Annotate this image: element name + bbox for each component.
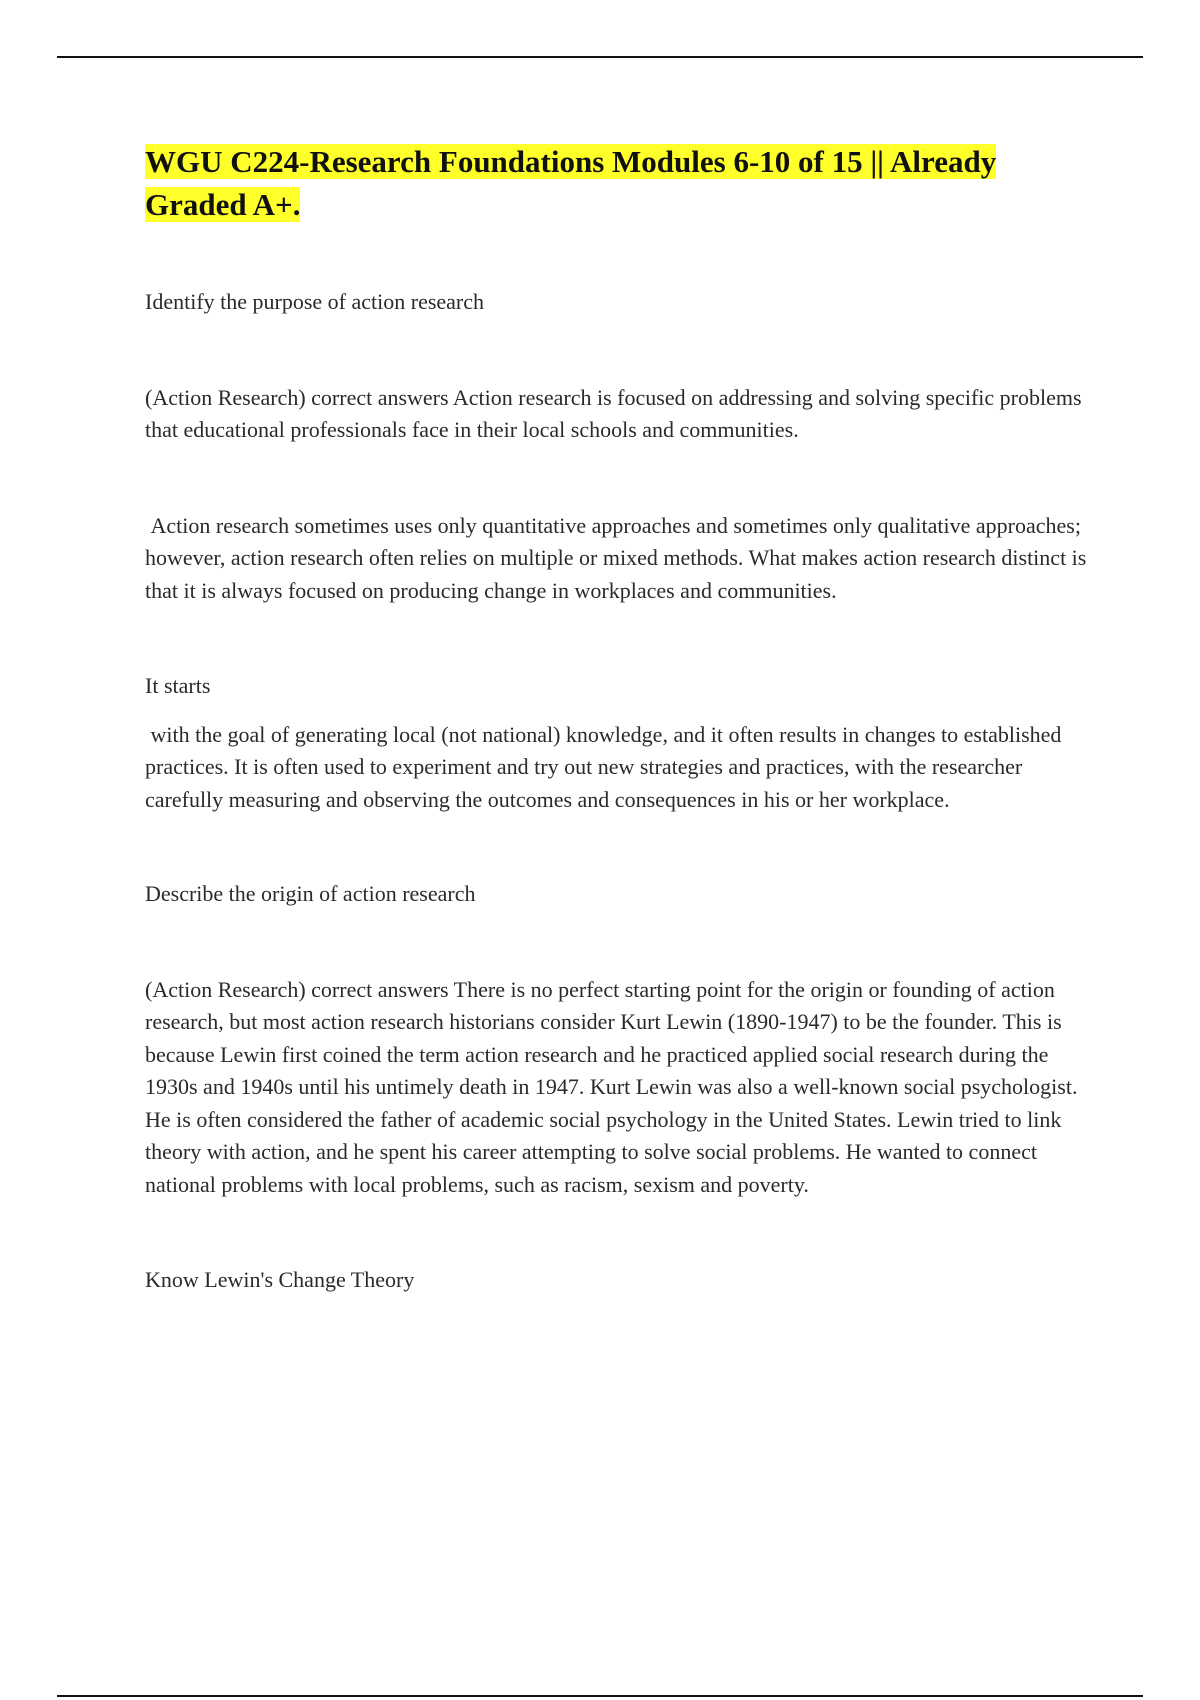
answer-paragraph: Action research sometimes uses only quantitative approaches and sometimes only qualitative approaches; however, action research often relies on multiple or mixed methods. What makes action research distinct is that it is always focused on producing change in workplaces and communities. <box>145 512 1092 603</box>
question-origin-action-research: Describe the origin of action research <box>145 881 476 906</box>
document-title <box>145 140 1090 226</box>
question-lewin-change-theory: Know Lewin's Change Theory <box>145 1267 415 1292</box>
header-rule <box>57 56 1143 58</box>
title-highlight: WGU C224-Research Foundations Modules 6-10 of 15 || Already Graded A+. <box>145 144 997 222</box>
footer-rule <box>57 1695 1143 1697</box>
answer-paragraph: with the goal of generating local (not national) knowledge, and it often results in changes to established practices. It is often used to experiment and try out new strategies and practices, with the researcher carefully measuring and observing the outcomes and consequences in his or her workplace. <box>145 721 1067 812</box>
answer-paragraph: (Action Research) correct answers There is no perfect starting point for the origin or founding of action research, but most action research historians consider Kurt Lewin (1890-1947) to be the founder. This is because Lewin first coined the term action research and he practiced applied social research during the 1930s and 1940s until his untimely death in 1947. Kurt Lewin was also a well-known social psychologist. He is often considered the father of academic social psychology in the United States. Lewin tried to link theory with action, and he spent his career attempting to solve social problems. He wanted to connect national problems with local problems, such as racism, sexism and poverty. <box>145 976 1083 1197</box>
answer-paragraph: (Action Research) correct answers Action research is focused on addressing and solving specific problems that educational professionals face in their local schools and communities. <box>145 384 1088 442</box>
document-body <box>145 140 1090 1297</box>
answer-paragraph: It starts <box>145 673 211 698</box>
question-purpose-action-research: Identify the purpose of action research <box>145 289 485 314</box>
